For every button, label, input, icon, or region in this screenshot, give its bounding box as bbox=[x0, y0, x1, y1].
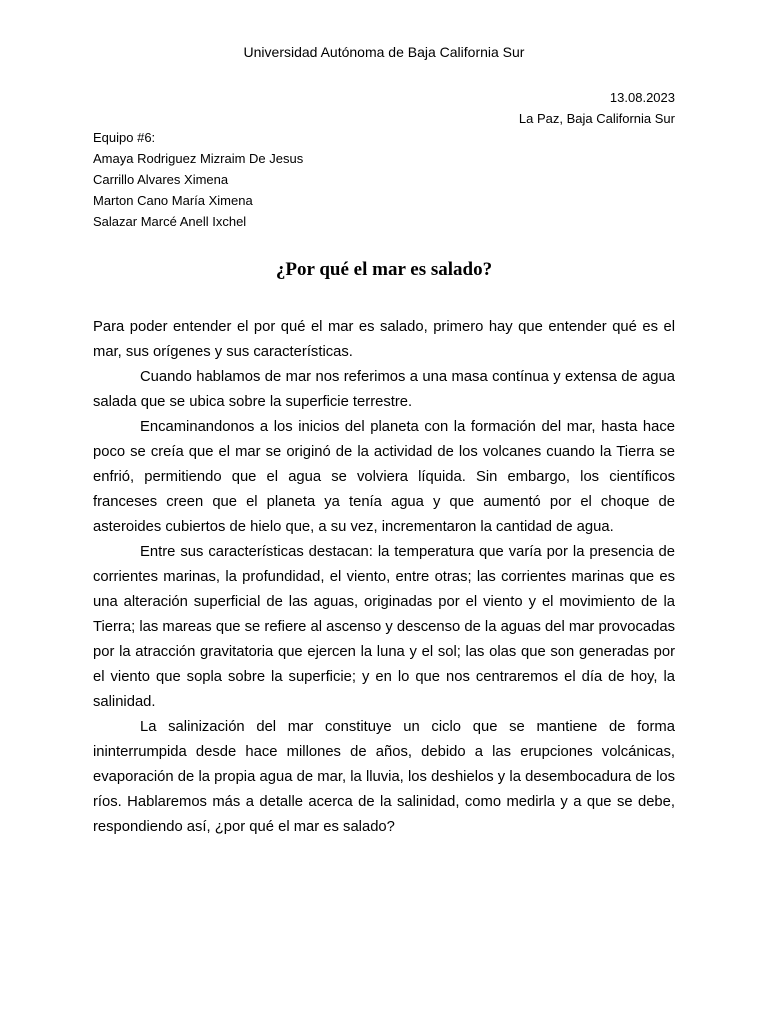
body-paragraph: Entre sus características destacan: la temperatura que varía por la presencia de corrientes marinas, la profundidad, el viento, entre otras; las corrientes marinas que es una alteración superficial de las aguas, originadas por el viento y el movimiento de la Tierra; las mareas que se refiere al ascenso y descenso de la aguas del mar provocadas por la atracción gravitatoria que ejercen la luna y el sol; las olas que son generadas por el viento que sopla sobre la superficie; y en lo que nos centraremos el día de hoy, la salinidad. bbox=[93, 544, 675, 710]
body-paragraph: Cuando hablamos de mar nos referimos a una masa contínua y extensa de agua salada que se ubica sobre la superficie terrestre. bbox=[93, 369, 675, 410]
body-paragraph: Encaminandonos a los inicios del planeta con la formación del mar, hasta hace poco se creía que el mar se originó de la actividad de los volcanes cuando la Tierra se enfrió, permitiendo que el agua se volviera líquida. Sin embargo, los científicos franceses creen que el planeta ya tenía agua y que aumentó por el choque de asteroides cubiertos de hielo que, a su vez, incrementaron la cantidad de agua. bbox=[93, 419, 675, 535]
team-member: Amaya Rodriguez Mizraim De Jesus bbox=[93, 151, 304, 166]
body-paragraph: Para poder entender el por qué el mar es salado, primero hay que entender qué es el mar, sus orígenes y sus características. bbox=[93, 319, 675, 360]
team-member: Carrillo Alvares Ximena bbox=[93, 172, 229, 187]
institution-name: Universidad Autónoma de Baja California Sur bbox=[243, 44, 525, 60]
document-title: ¿Por qué el mar es salado? bbox=[275, 259, 493, 280]
document-date: 13.08.2023 bbox=[609, 90, 675, 105]
team-member: Salazar Marcé Anell Ixchel bbox=[93, 214, 247, 229]
document-body bbox=[93, 315, 675, 840]
team-member: Marton Cano María Ximena bbox=[93, 193, 253, 208]
body-paragraph: La salinización del mar constituye un ciclo que se mantiene de forma ininterrumpida desde hace millones de años, debido a las erupciones volcánicas, evaporación de la propia agua de mar, la lluvia, los deshielos y la desembocadura de los ríos. Hablaremos más a detalle acerca de la salinidad, como medirla y a que se debe, respondiendo así, ¿por qué el mar es salado? bbox=[93, 719, 675, 835]
team-block bbox=[93, 127, 303, 232]
date-location-block bbox=[519, 87, 675, 129]
document-location: La Paz, Baja California Sur bbox=[518, 111, 675, 126]
team-label: Equipo #6: bbox=[93, 130, 156, 145]
